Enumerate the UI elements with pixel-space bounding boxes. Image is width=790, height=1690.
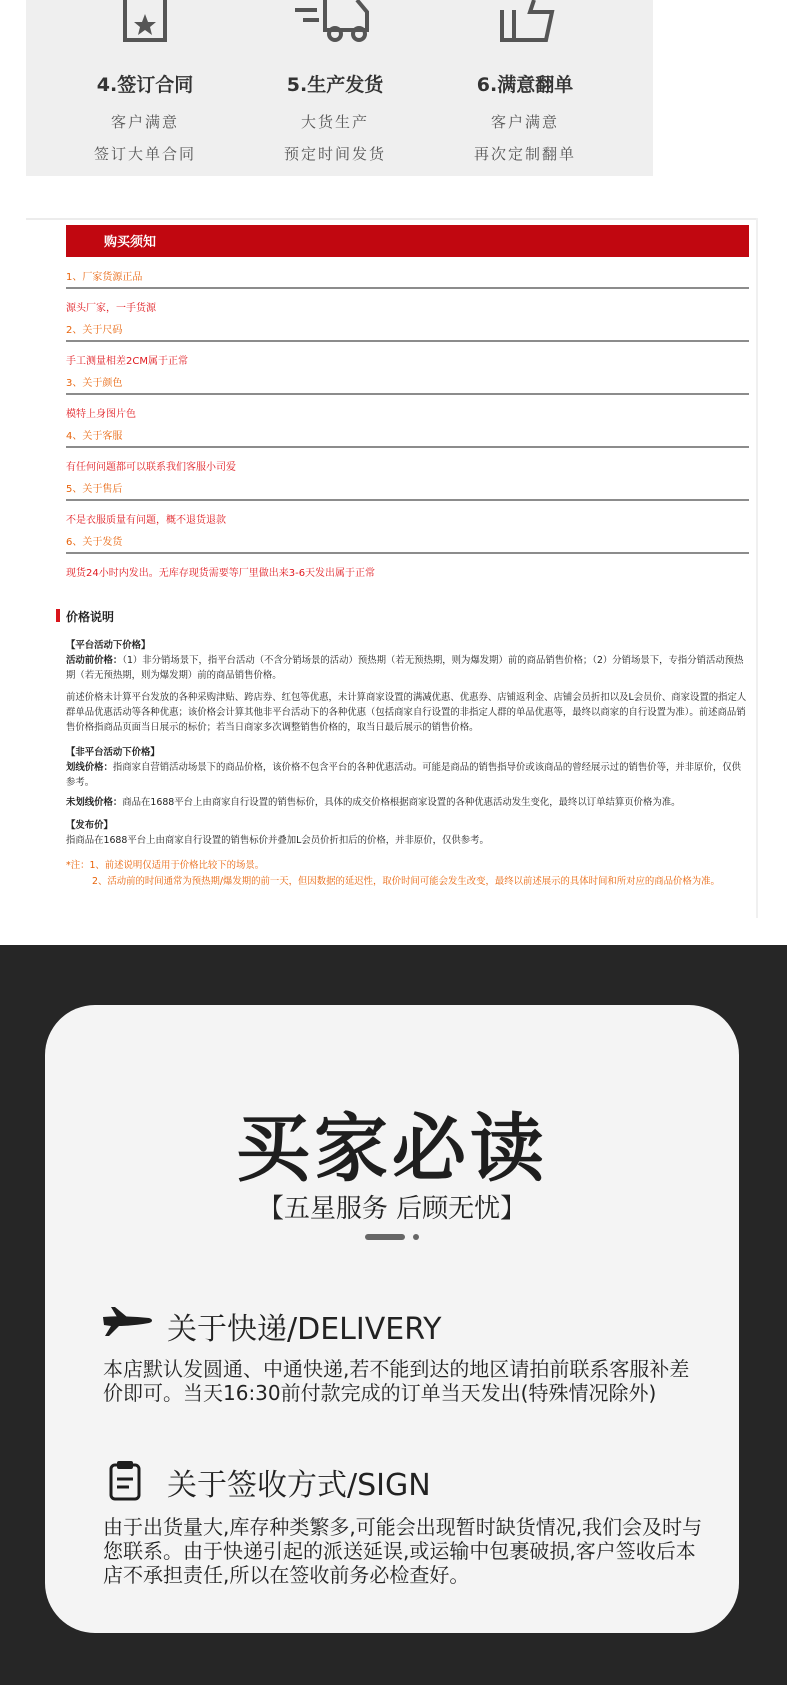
platform-price-title: 【平台活动下价格】 bbox=[66, 640, 151, 651]
pre-activity-note: 前述价格未计算平台发放的各种采购津贴、跨店券、红包等优惠，未计算商家设置的满减优惠、优惠券、店铺返利金、店铺会员折扣以及L会员价、商家设置的指定人群单品优惠活动等各种优惠；该价格会计算其他非平台活动下的各种优惠（包括商家自行设置的非指定人群的单品优惠等，最终以商家的自行设置为准）。前述商品销售价格指商品页面当日展示的标价；若当日商家多次调整销售价格的，取当日最后展示的销售价格。 bbox=[66, 692, 747, 733]
notice-question: 6、关于发货 bbox=[66, 537, 123, 548]
divider bbox=[66, 499, 749, 501]
delivery-section-title: 关于快递/DELIVERY bbox=[167, 1312, 442, 1347]
buyer-notice-card bbox=[45, 1005, 739, 1633]
step-desc-1: 客户满意 bbox=[110, 113, 179, 131]
non-platform-price-block bbox=[66, 745, 750, 790]
sign-section-title: 关于签收方式/SIGN bbox=[167, 1468, 431, 1503]
divider bbox=[66, 446, 749, 448]
step-title: 4.签订合同 bbox=[96, 74, 194, 96]
step-desc-2: 再次定制翻单 bbox=[473, 145, 576, 163]
divider bbox=[26, 218, 758, 220]
notice-question: 2、关于尺码 bbox=[66, 325, 123, 336]
unstruck-price-label: 未划线价格： bbox=[66, 797, 123, 808]
unstruck-price-block bbox=[66, 795, 750, 810]
notice-answer: 现货24小时内发出。无库存现货需要等厂里做出来3-6天发出属于正常 bbox=[66, 568, 376, 579]
divider bbox=[66, 393, 749, 395]
price-heading-label: 价格说明 bbox=[66, 610, 115, 624]
notice-question: 1、厂家货源正品 bbox=[66, 272, 143, 283]
unstruck-price-text: 商品在1688平台上由商家自行设置的销售标价，具体的成交价格根据商家设置的各种优惠活动发生变化，最终以订单结算页价格为准。 bbox=[122, 797, 681, 808]
step-desc-1: 大货生产 bbox=[300, 113, 369, 131]
decor-pill bbox=[365, 1234, 405, 1240]
process-steps-panel bbox=[26, 0, 653, 176]
decor-dot bbox=[413, 1234, 419, 1240]
pre-activity-text: （1）非分销场景下，指平台活动（不含分销场景的活动）预热期（若无预热期，则为爆发期）前的商品销售价格；（2）分销场景下，专指分销活动预热期（若无预热期，则为爆发期）前的商品销售价格。 bbox=[66, 655, 744, 681]
clipboard-sign-icon bbox=[105, 1460, 145, 1502]
notice-question: 5、关于售后 bbox=[66, 484, 123, 495]
notice-answer: 不是衣服质量有问题，概不退货退款 bbox=[66, 515, 226, 526]
step-desc-1: 客户满意 bbox=[490, 113, 559, 131]
platform-price-block bbox=[66, 638, 750, 683]
sign-section-text: 由于出货量大,库存种类繁多,可能会出现暂时缺货情况,我们会及时与您联系。由于快递引起的派送延误,或运输中包裹破损,客户签收后本店不承担责任,所以在签收前务必检查好。 bbox=[103, 1515, 703, 1587]
pre-activity-label: 活动前价格： bbox=[66, 655, 123, 666]
buyer-notice-subtitle: 【五星服务 后顾无忧】 bbox=[257, 1194, 527, 1224]
divider bbox=[66, 287, 749, 289]
release-price-title: 【发布价】 bbox=[66, 820, 113, 831]
strike-price-label: 划线价格： bbox=[66, 762, 113, 773]
heading-marker bbox=[56, 609, 60, 622]
notice-answer: 模特上身图片色 bbox=[66, 409, 136, 420]
notice-header-title: 购买须知 bbox=[104, 235, 157, 250]
notice-header-bar bbox=[66, 225, 749, 257]
price-note-2: 2、活动前的时间通常为预热期/爆发期的前一天，但因数据的延迟性，取价时间可能会发生改变，最终以前述展示的具体时间和所对应的商品价格为准。 bbox=[92, 876, 720, 887]
delivery-section-text: 本店默认发圆通、中通快递,若不能到达的地区请拍前联系客服补差价即可。当天16:30前付款完成的订单当天发出(特殊情况除外) bbox=[103, 1357, 690, 1405]
strike-price-text: 指商家自营销活动场景下的商品价格，该价格不包含平台的各种优惠活动。可能是商品的销售指导价或该商品的曾经展示过的销售价等，并非原价，仅供参考。 bbox=[66, 762, 742, 788]
delivery-truck-icon bbox=[285, 0, 385, 45]
step-desc-2: 预定时间发货 bbox=[283, 145, 386, 163]
notice-question: 4、关于客服 bbox=[66, 431, 123, 442]
divider bbox=[756, 218, 758, 918]
notice-question: 3、关于颜色 bbox=[66, 378, 123, 389]
non-platform-price-title: 【非平台活动下价格】 bbox=[66, 747, 160, 758]
thumbs-up-icon bbox=[490, 0, 560, 45]
step-desc-2: 签订大单合同 bbox=[93, 145, 196, 163]
airplane-icon bbox=[101, 1305, 153, 1337]
step-title: 6.满意翻单 bbox=[476, 74, 574, 96]
release-price-text: 指商品在1688平台上由商家自行设置的销售标价并叠加L会员价折扣后的价格，并非原价，仅供参考。 bbox=[66, 835, 489, 846]
release-price-block bbox=[66, 818, 750, 848]
divider bbox=[66, 552, 749, 554]
price-note-1: *注：1、前述说明仅适用于价格比较下的场景。 bbox=[66, 860, 265, 871]
notice-answer: 源头厂家，一手货源 bbox=[66, 303, 156, 314]
contract-icon bbox=[115, 0, 175, 45]
divider bbox=[66, 340, 749, 342]
buyer-notice-title: 买家必读 bbox=[236, 1106, 548, 1192]
step-title: 5.生产发货 bbox=[286, 74, 384, 96]
notice-answer: 有任何问题都可以联系我们客服小司爱 bbox=[66, 462, 236, 473]
notice-answer: 手工测量相差2CM属于正常 bbox=[66, 356, 188, 367]
